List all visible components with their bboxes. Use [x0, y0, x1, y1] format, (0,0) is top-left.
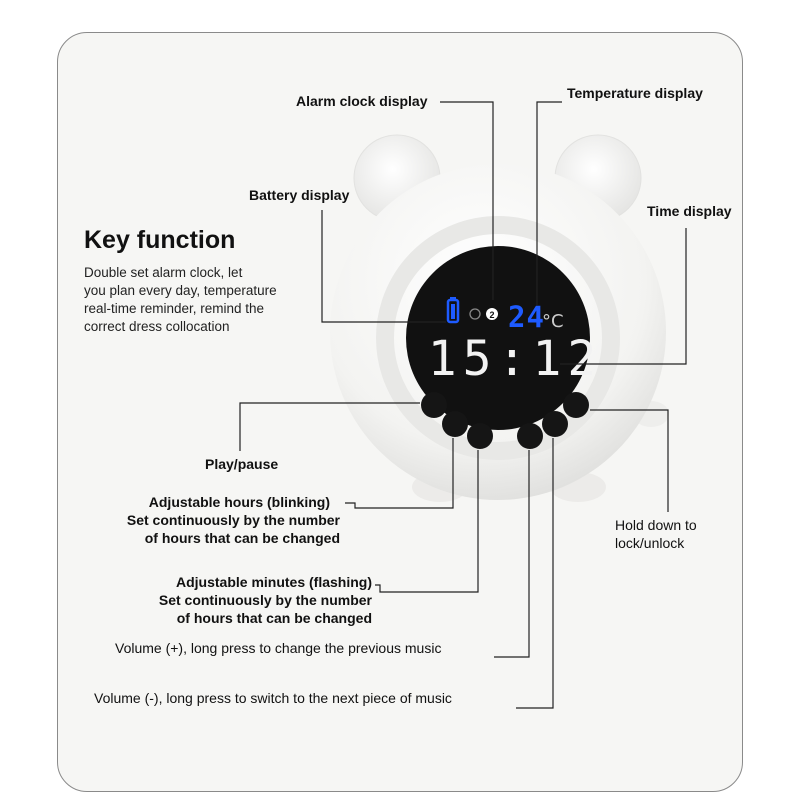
play-pause-button: [421, 392, 447, 418]
hours-line: of hours that can be changed: [144, 530, 340, 546]
adjustable-minutes-label: [159, 573, 372, 627]
lock-button: [563, 392, 589, 418]
hours-line: Adjustable hours (blinking): [148, 494, 330, 510]
hold-line: Hold down to: [615, 517, 697, 533]
volume-plus-button: [517, 423, 543, 449]
description-line: you plan every day, temperature: [84, 283, 277, 298]
hold-down-label: [615, 516, 697, 552]
adjustable-hours-label: [127, 493, 340, 547]
temperature-display-label: Temperature display: [567, 85, 703, 101]
minutes-line: Adjustable minutes (flashing): [175, 574, 372, 590]
hours-line: Set continuously by the number: [126, 512, 340, 528]
description-line: real-time reminder, remind the: [84, 301, 265, 316]
volume-minus-button: [542, 411, 568, 437]
temperature-reading: 24: [508, 300, 545, 334]
alarm-number: 2: [489, 310, 495, 320]
minutes-line: of hours that can be changed: [176, 610, 372, 626]
temperature-unit: °C: [542, 311, 564, 332]
battery-display-label: Battery display: [249, 187, 350, 203]
description-line: correct dress collocation: [84, 319, 230, 334]
minutes-line: Set continuously by the number: [158, 592, 372, 608]
time-reading: 15:12: [427, 331, 603, 387]
hold-line: lock/unlock: [615, 535, 685, 551]
volume-plus-label: Volume (+), long press to change the previous music: [115, 640, 442, 656]
play-pause-label: Play/pause: [205, 456, 279, 472]
alarm-clock-display-label: Alarm clock display: [296, 93, 428, 109]
minutes-button: [467, 423, 493, 449]
key-function-title: Key function: [84, 226, 236, 254]
volume-minus-label: Volume (-), long press to switch to the next piece of music: [94, 690, 452, 706]
time-display-label: Time display: [647, 203, 732, 219]
description-line: Double set alarm clock, let: [84, 265, 243, 280]
hours-button: [442, 411, 468, 437]
